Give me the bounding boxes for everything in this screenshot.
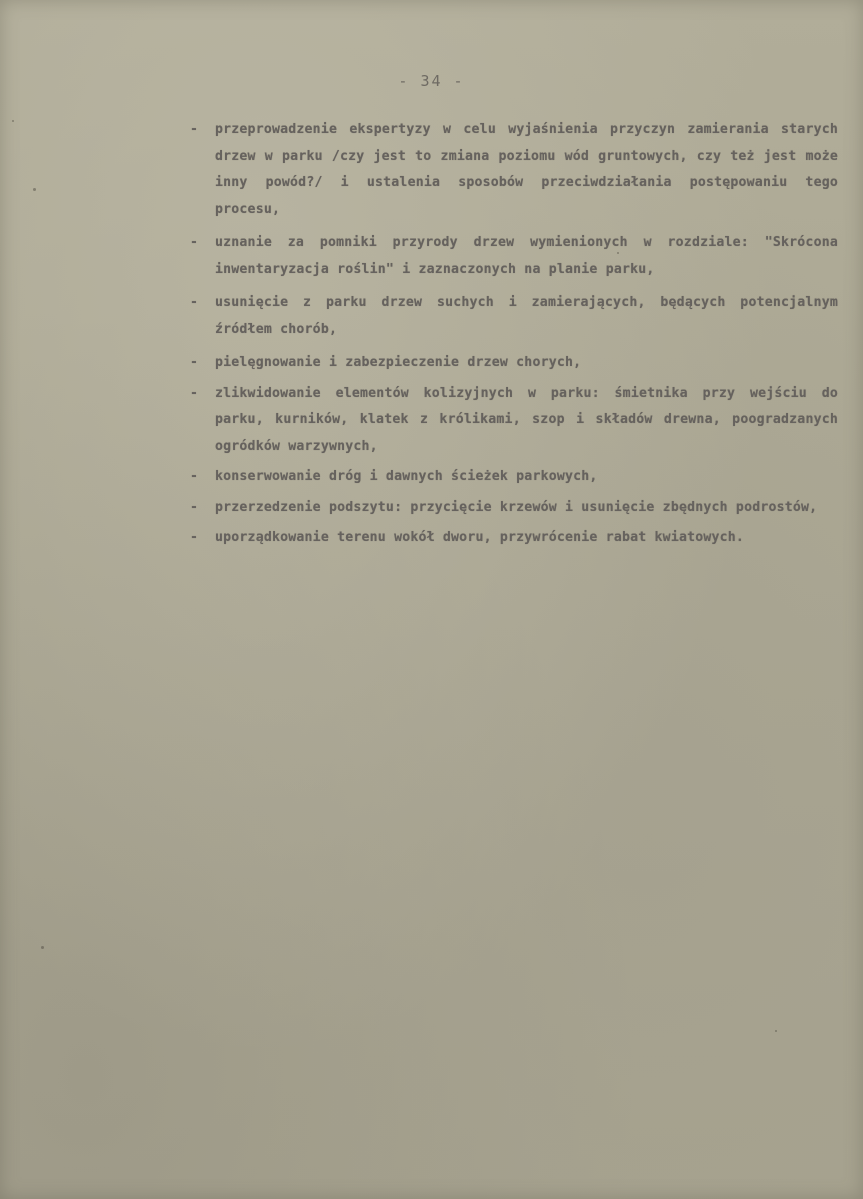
list-item <box>190 117 838 223</box>
list-item-text: konserwowanie dróg i dawnych ścieżek parkowych, <box>215 469 598 484</box>
list-item <box>190 525 838 552</box>
ink-speck <box>775 1030 777 1032</box>
recommendations-list <box>190 117 838 556</box>
list-item-text: uporządkowanie terenu wokół dworu, przywrócenie rabat kwiatowych. <box>215 530 745 545</box>
list-item-text: usunięcie z parku drzew suchych i zamierających, będących potencjalnym źródłem chorób, <box>215 295 838 337</box>
list-bullet: - <box>190 355 199 370</box>
list-item-text: przeprowadzenie ekspertyzy w celu wyjaśnienia przyczyn zamierania starych drzew w parku /czy jest to zmiana poziomu wód gruntowych, czy też jest może inny powód?/ i ustalenia sposobów przeciwdziałania postępowaniu tego procesu, <box>215 122 838 217</box>
list-bullet: - <box>190 122 199 137</box>
list-item <box>190 381 838 461</box>
list-item-text: zlikwidowanie elementów kolizyjnych w parku: śmietnika przy wejściu do parku, kurników, klatek z królikami, szop i składów drewna, poogradzanych ogródków warzywnych, <box>215 385 838 454</box>
list-item <box>190 230 838 283</box>
list-bullet: - <box>190 385 199 401</box>
list-item-text: przerzedzenie podszytu: przycięcie krzewów i usunięcie zbędnych podrostów, <box>215 499 818 515</box>
list-bullet: - <box>190 530 199 545</box>
page-number: - 34 - <box>398 72 465 90</box>
ink-speck <box>12 120 14 122</box>
ink-speck <box>33 188 36 191</box>
list-bullet: - <box>190 499 199 515</box>
list-item-text: uznanie za pomniki przyrody drzew wymienionych w rozdziale: "Skrócona inwentaryzacja roślin" i zaznaczonych na planie parku, <box>215 235 838 277</box>
list-bullet: - <box>190 295 199 310</box>
list-item <box>190 350 838 377</box>
ink-speck <box>41 946 44 949</box>
list-bullet: - <box>190 469 199 484</box>
list-item-text: pielęgnowanie i zabezpieczenie drzew chorych, <box>215 355 582 370</box>
list-item <box>190 495 838 522</box>
list-bullet: - <box>190 235 199 250</box>
list-item <box>190 290 838 343</box>
list-item <box>190 464 838 491</box>
